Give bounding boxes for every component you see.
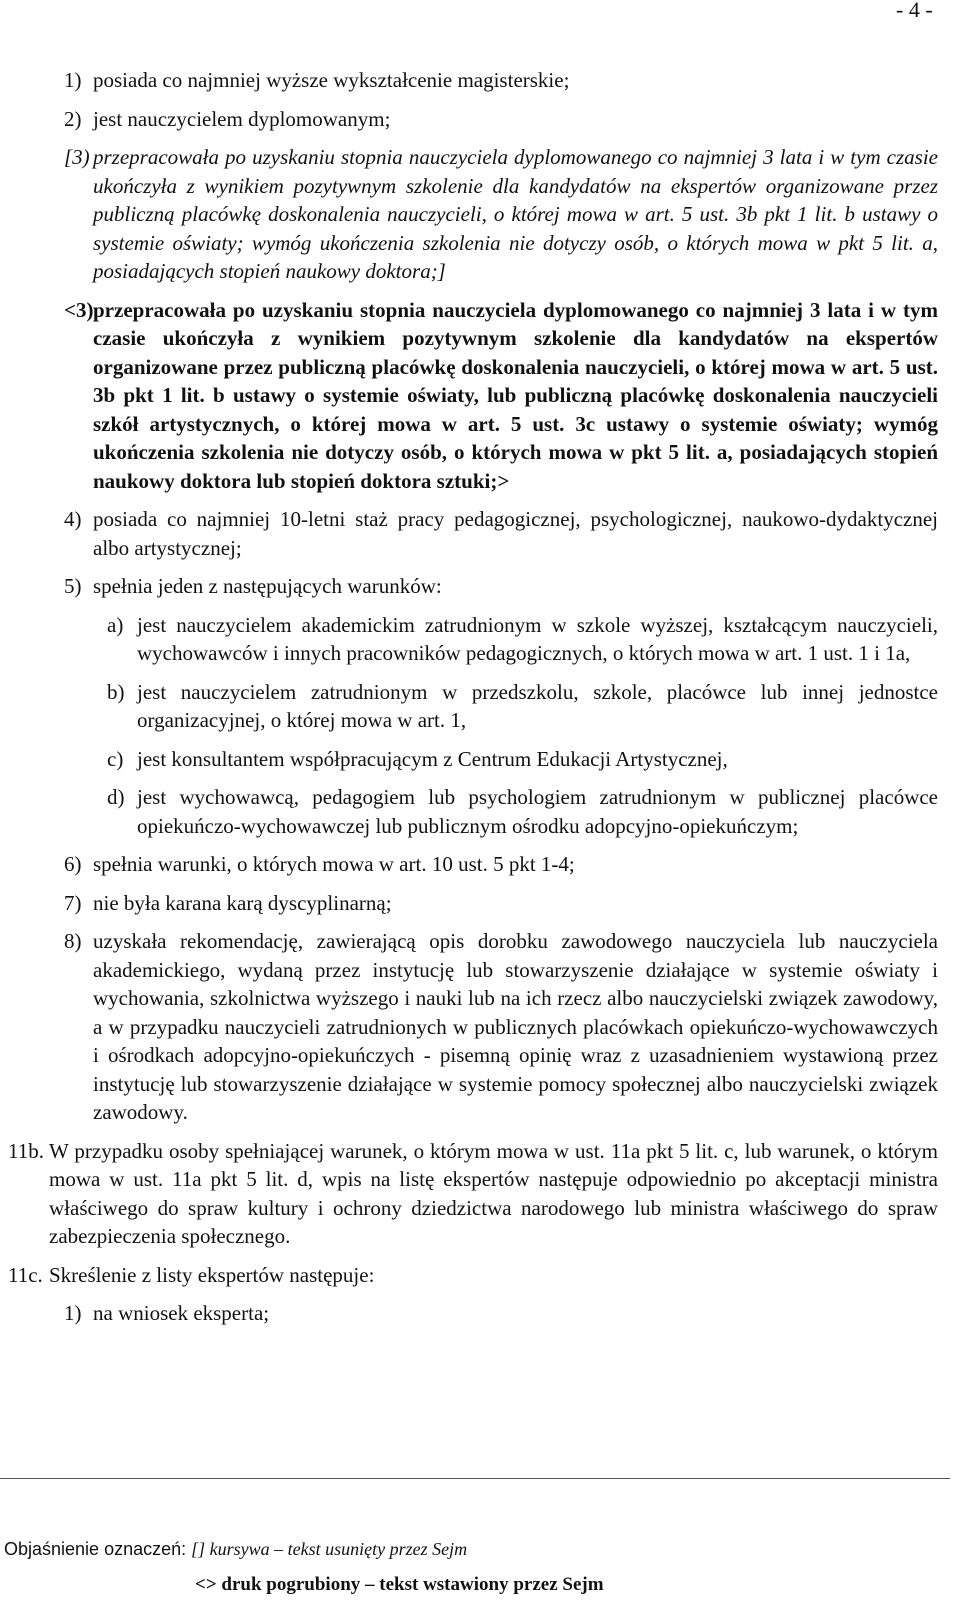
item-number: 1) xyxy=(64,1301,82,1325)
sub-item-text: jest nauczycielem zatrudnionym w przedszkolu, szkole, placówce lub innej jednostce organizacyjnej, o której mowa w art. 1, xyxy=(137,679,938,732)
document-body xyxy=(0,66,960,1338)
legend-bold-text: <> druk pogrubiony – tekst wstawiony przez Sejm xyxy=(195,1574,604,1595)
item-number: 8) xyxy=(64,929,82,953)
sub-item-letter: c) xyxy=(107,746,124,771)
item-number: 2) xyxy=(64,106,82,131)
item-number: 7) xyxy=(64,890,82,915)
sub-item xyxy=(0,611,960,668)
item-text: na wniosek eksperta; xyxy=(93,1301,270,1325)
page-number: - 4 - xyxy=(896,0,933,22)
item-number: 1) xyxy=(64,68,82,92)
paragraph-number: 11c. xyxy=(8,1262,43,1287)
paragraph xyxy=(0,1261,960,1290)
item-text: posiada co najmniej 10-letni staż pracy pedagogicznej, psychologicznej, naukowo-dydaktycznej albo artystycznej; xyxy=(93,507,938,560)
legend-italic-text: [] kursywa – tekst usunięty przez Sejm xyxy=(191,1539,468,1559)
sub-item-text: jest wychowawcą, pedagogiem lub psychologiem zatrudnionym w publicznej placówce opiekuńczo-wychowawczej lub publicznym ośrodku adopcyjno-opiekuńczym; xyxy=(137,785,938,838)
sub-item-text: jest konsultantem współpracującym z Centrum Edukacji Artystycznej, xyxy=(137,746,728,771)
item-text: nie była karana karą dyscyplinarną; xyxy=(93,890,392,915)
sub-item-text: jest nauczycielem akademickim zatrudnionym w szkole wyższej, kształcącym nauczycieli, wychowawców i innych pracowników pedagogicznych, o których mowa w art. 1 ust. 1 i 1a, xyxy=(137,612,938,665)
sub-item-letter: a) xyxy=(107,612,124,637)
list-item xyxy=(0,927,960,1127)
item-number: 5) xyxy=(64,574,82,598)
list-item xyxy=(0,105,960,134)
list-item xyxy=(0,1299,960,1328)
sub-item-letter: d) xyxy=(107,785,125,809)
footer-divider xyxy=(0,1478,950,1479)
list-item xyxy=(0,572,960,601)
list-item-inserted xyxy=(0,296,960,496)
sub-item xyxy=(0,783,960,840)
list-item xyxy=(0,850,960,879)
list-item xyxy=(0,889,960,918)
legend-label: Objaśnienie oznaczeń: xyxy=(4,1539,187,1559)
item-text: spełnia warunki, o których mowa w art. 10 ust. 5 pkt 1-4; xyxy=(93,852,575,876)
item-number: 4) xyxy=(64,507,82,531)
item-number: 6) xyxy=(64,852,82,876)
item-text: uzyskała rekomendację, zawierającą opis dorobku zawodowego nauczyciela lub nauczyciela akademickiego, wydaną przez instytucję lub stowarzyszenie działające w systemie oświaty i wychowania, szkolnictwa wyższego i nauki lub na ich rzecz albo nauczycielski związek zawodowy, a w przypadku nauczycieli zatrudnionych w publicznych placówkach opiekuńczo-wychowawczych i ośrodkach adopcyjno-opiekuńczych - pisemną opinię wraz z uzasadnieniem wystawioną przez instytucję lub stowarzyszenie działające w systemie pomocy społecznej albo nauczycielski związek zawodowy. xyxy=(93,929,938,1124)
paragraph xyxy=(0,1137,960,1251)
list-item xyxy=(0,505,960,562)
item-text: przepracowała po uzyskaniu stopnia nauczyciela dyplomowanego co najmniej 3 lata i w tym czasie ukończyła z wynikiem pozytywnym szkolenie dla kandydatów na ekspertów organizowane przez publiczną placówkę doskonalenia nauczycieli, o której mowa w art. 5 ust. 3b pkt 1 lit. b ustawy o systemie oświaty, lub publiczną placówkę doskonalenia nauczycieli szkół artystycznych, o której mowa w art. 5 ust. 3c ustawy o systemie oświaty; wymóg ukończenia szkolenia nie dotyczy osób, o których mowa w pkt 5 lit. a, posiadających stopień naukowy doktora lub stopień doktora sztuki;> xyxy=(93,297,938,493)
sub-item xyxy=(0,745,960,774)
sub-item xyxy=(0,678,960,735)
list-item xyxy=(0,66,960,95)
legend-line xyxy=(4,1535,467,1564)
item-number: [3) xyxy=(64,145,90,169)
list-item-removed xyxy=(0,143,960,286)
item-number: <3) xyxy=(64,297,94,322)
item-text: spełnia jeden z następujących warunków: xyxy=(93,574,442,598)
item-text: jest nauczycielem dyplomowanym; xyxy=(93,106,391,131)
item-text: posiada co najmniej wyższe wykształcenie magisterskie; xyxy=(93,68,570,92)
item-text: przepracowała po uzyskaniu stopnia nauczyciela dyplomowanego co najmniej 3 lata i w tym czasie ukończyła z wynikiem pozytywnym szkolenie dla kandydatów na ekspertów organizowane przez publiczną placówkę doskonalenia nauczycieli, o której mowa w art. 5 ust. 3b pkt 1 lit. b ustawy o systemie oświaty; wymóg ukończenia szkolenia nie dotyczy osób, o których mowa w pkt 5 lit. a, posiadających stopień naukowy doktora;] xyxy=(93,145,938,283)
paragraph-text: W przypadku osoby spełniającej warunek, o którym mowa w ust. 11a pkt 5 lit. c, lub warunek, o którym mowa w ust. 11a pkt 5 lit. d, wpis na listę ekspertów następuje odpowiednio po akceptacji ministra właściwego do spraw kultury i ochrony dziedzictwa narodowego lub ministra właściwego do spraw zabezpieczenia społecznego. xyxy=(49,1138,938,1248)
paragraph-text: Skreślenie z listy ekspertów następuje: xyxy=(49,1262,375,1287)
sub-item-letter: b) xyxy=(107,679,125,704)
paragraph-number: 11b. xyxy=(8,1138,44,1163)
